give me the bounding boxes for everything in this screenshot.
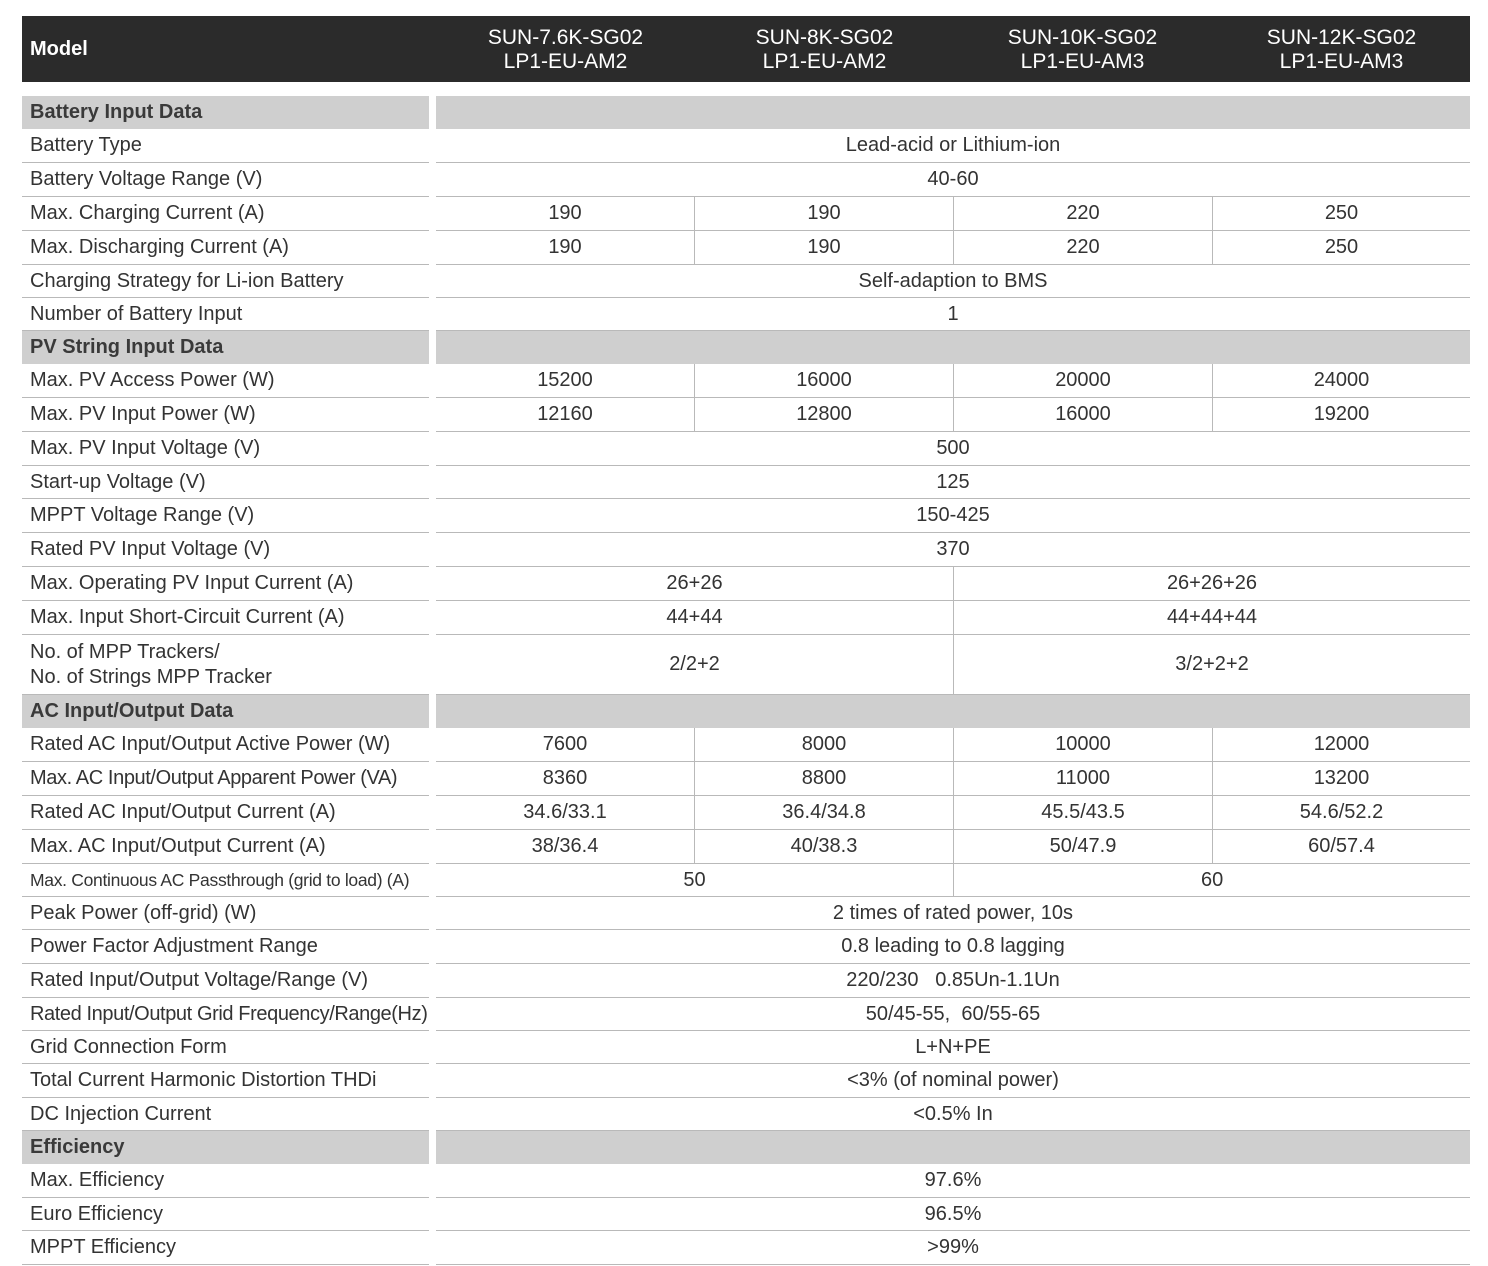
spec-value: 11000 bbox=[953, 762, 1212, 796]
spec-value: 1 bbox=[436, 298, 1470, 331]
spec-value: 190 bbox=[436, 231, 694, 265]
spec-value: 370 bbox=[436, 533, 1470, 567]
spec-value: 36.4/34.8 bbox=[694, 796, 953, 830]
spec-label: Start-up Voltage (V) bbox=[22, 466, 429, 499]
spec-label: DC Injection Current bbox=[22, 1098, 429, 1131]
spec-label: Rated AC Input/Output Current (A) bbox=[22, 796, 429, 830]
model-header-label: Model bbox=[30, 38, 88, 60]
spec-value: 50/47.9 bbox=[953, 830, 1212, 864]
spec-row-battery-voltage bbox=[22, 163, 1470, 197]
model-name: SUN-12K-SG02 bbox=[1266, 26, 1417, 49]
spec-table-header bbox=[22, 16, 1470, 82]
spec-label: Max. Operating PV Input Current (A) bbox=[22, 567, 429, 601]
spec-value: 13200 bbox=[1212, 762, 1470, 796]
model-variant: LP1-EU-AM3 bbox=[1020, 50, 1145, 73]
section-bar bbox=[436, 695, 1470, 728]
spec-value: 26+26 bbox=[436, 567, 953, 601]
spec-value: 3/2+2+2 bbox=[953, 635, 1470, 695]
model-variant: LP1-EU-AM3 bbox=[1279, 50, 1404, 73]
spec-value: 0.8 leading to 0.8 lagging bbox=[436, 930, 1470, 964]
spec-label: Battery Type bbox=[22, 129, 429, 163]
spec-row-dc-injection bbox=[22, 1098, 1470, 1131]
spec-value: 24000 bbox=[1212, 364, 1470, 398]
spec-value: 8800 bbox=[694, 762, 953, 796]
spec-row-max-ac-apparent-power bbox=[22, 762, 1470, 796]
spec-row-rated-ac-current bbox=[22, 796, 1470, 830]
section-title: Battery Input Data bbox=[22, 96, 429, 129]
spec-value: <0.5% In bbox=[436, 1098, 1470, 1131]
spec-value: 60 bbox=[953, 864, 1470, 897]
section-title: PV String Input Data bbox=[22, 331, 429, 364]
spec-value: 26+26+26 bbox=[953, 567, 1470, 601]
model-column-1 bbox=[436, 26, 695, 74]
spec-value: 190 bbox=[694, 197, 953, 231]
spec-label: Peak Power (off-grid) (W) bbox=[22, 897, 429, 930]
spec-value: 250 bbox=[1212, 197, 1470, 231]
spec-value: 2 times of rated power, 10s bbox=[436, 897, 1470, 930]
spec-value: 50 bbox=[436, 864, 953, 897]
spec-label: Charging Strategy for Li-ion Battery bbox=[22, 265, 429, 298]
spec-label-line: No. of Strings MPP Tracker bbox=[30, 665, 272, 688]
spec-label: MPPT Voltage Range (V) bbox=[22, 499, 429, 533]
spec-value: 190 bbox=[694, 231, 953, 265]
spec-row-battery-type bbox=[22, 129, 1470, 163]
spec-value: 500 bbox=[436, 432, 1470, 466]
spec-label: MPPT Efficiency bbox=[22, 1231, 429, 1265]
spec-value: <3% (of nominal power) bbox=[436, 1064, 1470, 1098]
spec-row-charging-strategy bbox=[22, 265, 1470, 298]
spec-value: 150-425 bbox=[436, 499, 1470, 533]
model-column-4 bbox=[1212, 26, 1471, 74]
spec-value: 125 bbox=[436, 466, 1470, 499]
spec-row-max-operating-current bbox=[22, 567, 1470, 601]
model-name: SUN-7.6K-SG02 bbox=[487, 26, 644, 49]
spec-row-rated-pv-voltage bbox=[22, 533, 1470, 567]
spec-label: Rated Input/Output Grid Frequency/Range(Hz) bbox=[22, 998, 429, 1031]
spec-value: 7600 bbox=[436, 728, 694, 762]
spec-value: 2/2+2 bbox=[436, 635, 953, 695]
model-name: SUN-8K-SG02 bbox=[755, 26, 894, 49]
spec-label: Rated AC Input/Output Active Power (W) bbox=[22, 728, 429, 762]
spec-value: 220/230 0.85Un-1.1Un bbox=[436, 964, 1470, 998]
spec-label: Power Factor Adjustment Range bbox=[22, 930, 429, 964]
spec-value: 10000 bbox=[953, 728, 1212, 762]
spec-row-mppt-efficiency bbox=[22, 1231, 1470, 1265]
spec-value: 8000 bbox=[694, 728, 953, 762]
spec-row-short-circuit-current bbox=[22, 601, 1470, 635]
spec-row-rated-voltage-range bbox=[22, 964, 1470, 998]
model-column-3 bbox=[953, 26, 1212, 74]
spec-value: 44+44 bbox=[436, 601, 953, 635]
spec-value: L+N+PE bbox=[436, 1031, 1470, 1064]
model-variant: LP1-EU-AM2 bbox=[503, 50, 628, 73]
spec-label: Total Current Harmonic Distortion THDi bbox=[22, 1064, 429, 1098]
section-pv-string-input bbox=[22, 331, 1470, 364]
spec-value: 220 bbox=[953, 231, 1212, 265]
spec-label: Max. Input Short-Circuit Current (A) bbox=[22, 601, 429, 635]
spec-value: >99% bbox=[436, 1231, 1470, 1265]
spec-label-line: No. of MPP Trackers/ bbox=[30, 640, 220, 663]
model-variant: LP1-EU-AM2 bbox=[762, 50, 887, 73]
spec-row-max-charging bbox=[22, 197, 1470, 231]
spec-row-ac-passthrough bbox=[22, 864, 1470, 897]
spec-row-pv-access-power bbox=[22, 364, 1470, 398]
spec-row-thdi bbox=[22, 1064, 1470, 1098]
spec-label: Max. Charging Current (A) bbox=[22, 197, 429, 231]
spec-value: 97.6% bbox=[436, 1164, 1470, 1198]
spec-label: Max. PV Input Voltage (V) bbox=[22, 432, 429, 466]
spec-row-grid-connection-form bbox=[22, 1031, 1470, 1064]
model-column-2 bbox=[695, 26, 954, 74]
spec-value: 54.6/52.2 bbox=[1212, 796, 1470, 830]
spec-value: 40/38.3 bbox=[694, 830, 953, 864]
spec-row-mpp-trackers bbox=[22, 635, 1470, 695]
spec-label: Max. AC Input/Output Current (A) bbox=[22, 830, 429, 864]
spec-value: 45.5/43.5 bbox=[953, 796, 1212, 830]
section-battery-input bbox=[22, 96, 1470, 129]
spec-value: Self-adaption to BMS bbox=[436, 265, 1470, 298]
section-title: AC Input/Output Data bbox=[22, 695, 429, 728]
spec-row-startup-voltage bbox=[22, 466, 1470, 499]
section-efficiency bbox=[22, 1131, 1470, 1164]
spec-row-mppt-voltage-range bbox=[22, 499, 1470, 533]
spec-row-max-ac-current bbox=[22, 830, 1470, 864]
spec-value: 12160 bbox=[436, 398, 694, 432]
spec-value: 34.6/33.1 bbox=[436, 796, 694, 830]
spec-label: Battery Voltage Range (V) bbox=[22, 163, 429, 197]
spec-row-rated-ac-power bbox=[22, 728, 1470, 762]
spec-value: Lead-acid or Lithium-ion bbox=[436, 129, 1470, 163]
spec-value: 16000 bbox=[953, 398, 1212, 432]
spec-label: Rated Input/Output Voltage/Range (V) bbox=[22, 964, 429, 998]
spec-value: 220 bbox=[953, 197, 1212, 231]
spec-label: Max. PV Access Power (W) bbox=[22, 364, 429, 398]
section-bar bbox=[436, 1131, 1470, 1164]
spec-label bbox=[22, 635, 429, 695]
spec-value: 38/36.4 bbox=[436, 830, 694, 864]
section-title: Efficiency bbox=[22, 1131, 429, 1164]
section-bar bbox=[436, 96, 1470, 129]
spec-value: 50/45-55, 60/55-65 bbox=[436, 998, 1470, 1031]
spec-row-peak-power bbox=[22, 897, 1470, 930]
spec-label: Max. Efficiency bbox=[22, 1164, 429, 1198]
spec-value: 40-60 bbox=[436, 163, 1470, 197]
spec-row-pv-input-voltage bbox=[22, 432, 1470, 466]
spec-label: Max. Continuous AC Passthrough (grid to load) (A) bbox=[22, 864, 429, 897]
spec-value: 44+44+44 bbox=[953, 601, 1470, 635]
model-name: SUN-10K-SG02 bbox=[1007, 26, 1158, 49]
spec-value: 15200 bbox=[436, 364, 694, 398]
spec-label: Max. AC Input/Output Apparent Power (VA) bbox=[22, 762, 429, 796]
spec-label: Euro Efficiency bbox=[22, 1198, 429, 1231]
spec-row-max-discharging bbox=[22, 231, 1470, 265]
spec-label: Max. Discharging Current (A) bbox=[22, 231, 429, 265]
spec-value: 250 bbox=[1212, 231, 1470, 265]
spec-label: Max. PV Input Power (W) bbox=[22, 398, 429, 432]
spec-row-max-efficiency bbox=[22, 1164, 1470, 1198]
spec-value: 190 bbox=[436, 197, 694, 231]
section-bar bbox=[436, 331, 1470, 364]
spec-value: 12800 bbox=[694, 398, 953, 432]
spec-row-power-factor bbox=[22, 930, 1470, 964]
spec-value: 8360 bbox=[436, 762, 694, 796]
spec-row-grid-frequency bbox=[22, 998, 1470, 1031]
spec-row-battery-inputs bbox=[22, 298, 1470, 331]
spec-value: 16000 bbox=[694, 364, 953, 398]
spec-value: 20000 bbox=[953, 364, 1212, 398]
section-ac-input-output bbox=[22, 695, 1470, 728]
spec-row-euro-efficiency bbox=[22, 1198, 1470, 1231]
spec-value: 60/57.4 bbox=[1212, 830, 1470, 864]
spec-value: 19200 bbox=[1212, 398, 1470, 432]
spec-value: 96.5% bbox=[436, 1198, 1470, 1231]
spec-value: 12000 bbox=[1212, 728, 1470, 762]
spec-label: Grid Connection Form bbox=[22, 1031, 429, 1064]
spec-label: Rated PV Input Voltage (V) bbox=[22, 533, 429, 567]
spec-row-pv-input-power bbox=[22, 398, 1470, 432]
spec-label: Number of Battery Input bbox=[22, 298, 429, 331]
